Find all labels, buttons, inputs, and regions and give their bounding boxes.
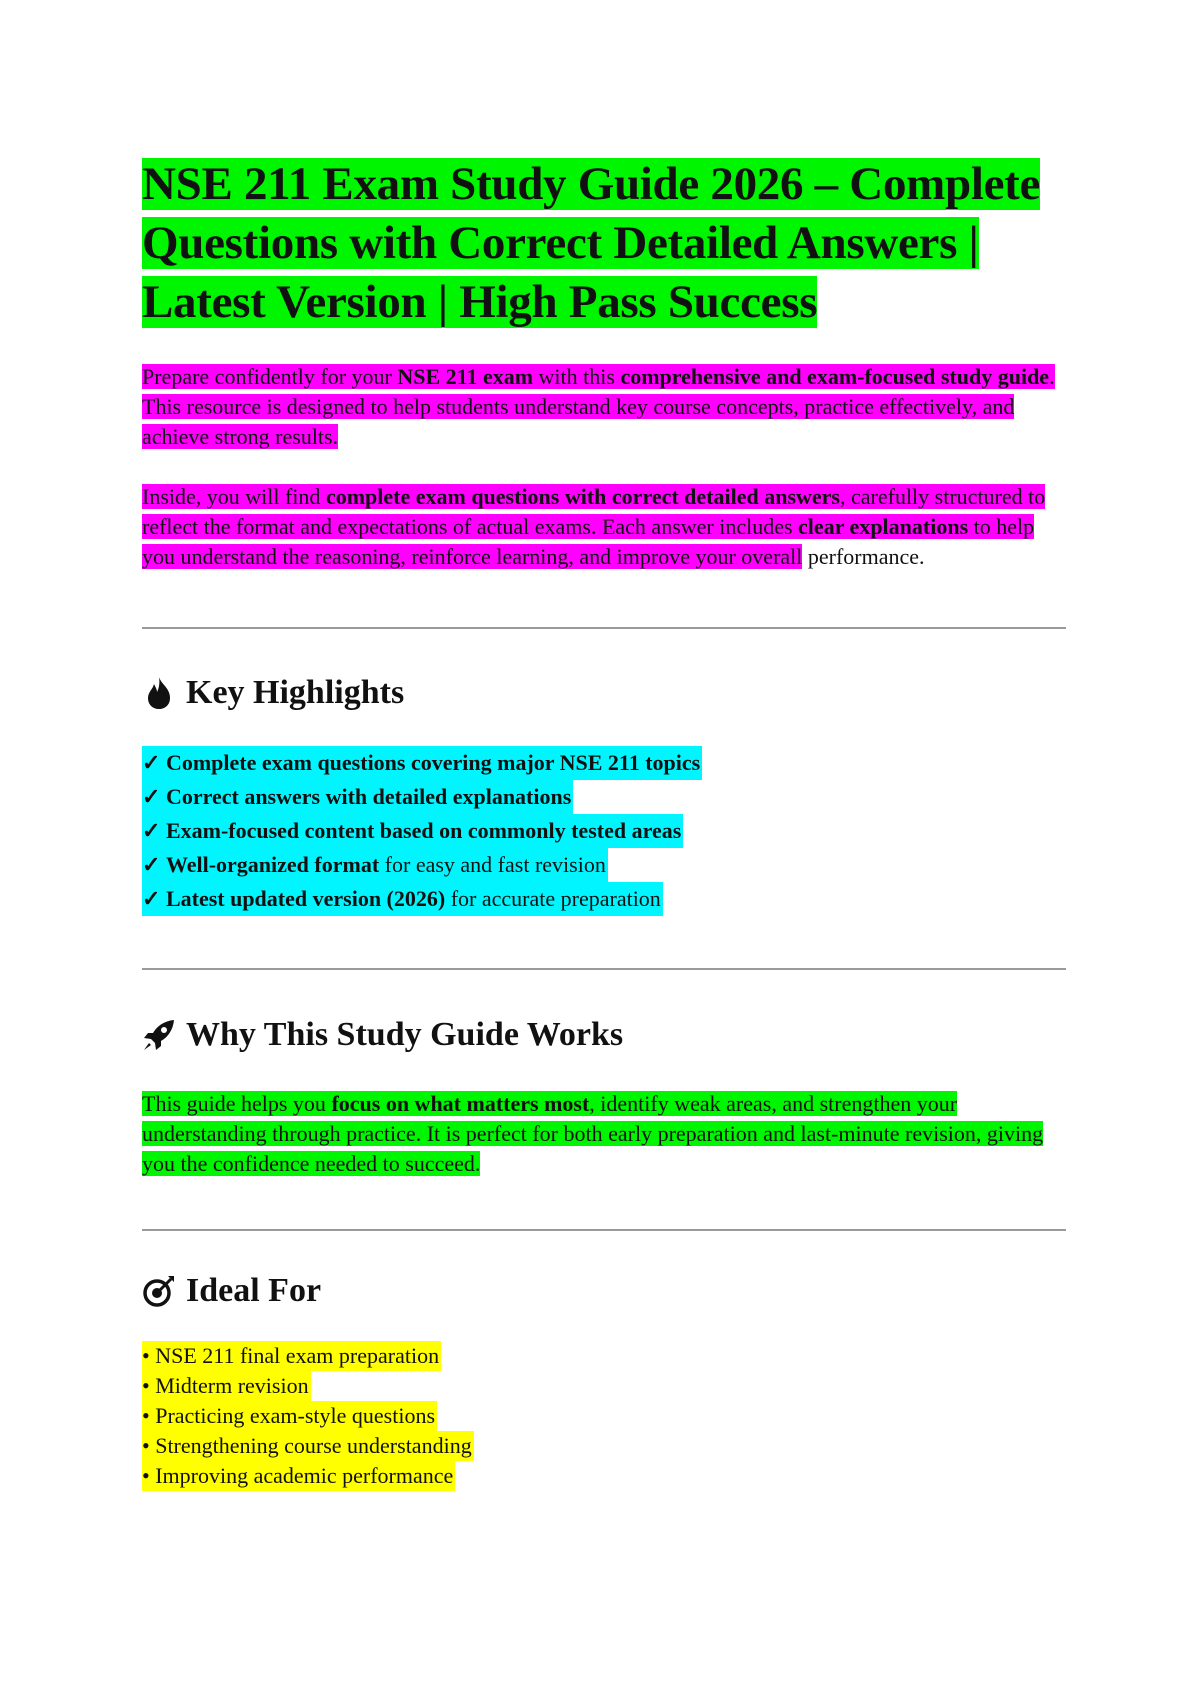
intro-paragraph-1	[142, 362, 1066, 452]
intro-1-bold-a: NSE 211 exam	[397, 364, 534, 389]
check-mark: ✓	[142, 784, 161, 809]
key-highlights-heading	[142, 673, 1066, 713]
highlight-item-5	[142, 882, 663, 916]
list-item	[142, 1401, 1066, 1431]
intro-1-bold-b: comprehensive and exam-focused study guide	[620, 364, 1050, 389]
highlight-item-4	[142, 848, 608, 882]
why-title: Why This Study Guide Works	[186, 1016, 624, 1053]
ideal-item-4: • Strengthening course understanding	[142, 1431, 474, 1461]
list-item	[142, 848, 1066, 882]
section-divider	[142, 627, 1066, 629]
highlight-rest: for accurate preparation	[445, 886, 661, 911]
list-item	[142, 1371, 1066, 1401]
why-heading	[142, 1015, 1066, 1055]
check-mark: ✓	[142, 852, 161, 877]
list-item	[142, 1431, 1066, 1461]
page-title	[142, 155, 1066, 332]
key-highlights-title: Key Highlights	[186, 674, 405, 711]
intro-2-text-b: , carefully structured to reflect the format and expectations of actual exams. Each answer includes	[142, 484, 1046, 539]
list-item	[142, 1461, 1066, 1491]
intro-1-text-a: Prepare confidently for your	[142, 364, 398, 389]
highlight-item-3	[142, 814, 683, 848]
fire-icon	[142, 676, 176, 710]
list-item	[142, 814, 1066, 848]
why-highlight	[142, 1091, 1043, 1176]
ideal-for-heading	[142, 1271, 1066, 1311]
highlight-item-2	[142, 780, 573, 814]
section-divider	[142, 968, 1066, 970]
why-paragraph	[142, 1089, 1066, 1179]
highlight-bold: Complete exam questions covering major NSE 211 topics	[165, 750, 701, 775]
ideal-item-5: • Improving academic performance	[142, 1461, 455, 1491]
intro-paragraph-2	[142, 482, 1066, 572]
highlight-rest: for easy and fast revision	[379, 852, 606, 877]
ideal-item-2: • Midterm revision	[142, 1371, 311, 1401]
highlight-bold: Well-organized format	[165, 852, 380, 877]
section-divider	[142, 1229, 1066, 1231]
list-item	[142, 746, 1066, 780]
ideal-item-1: • NSE 211 final exam preparation	[142, 1341, 441, 1371]
check-mark: ✓	[142, 750, 161, 775]
check-mark: ✓	[142, 886, 161, 911]
list-item	[142, 1341, 1066, 1371]
highlight-bold: Exam-focused content based on commonly tested areas	[165, 818, 682, 843]
intro-2-text-a: Inside, you will find	[142, 484, 326, 509]
rocket-icon	[142, 1018, 176, 1052]
highlight-bold: Latest updated version (2026)	[165, 886, 446, 911]
intro-2-bold-a: complete exam questions with correct detailed answers	[325, 484, 840, 509]
title-text: NSE 211 Exam Study Guide 2026 – Complete Questions with Correct Detailed Answers | Latest Version | High Pass Success	[142, 158, 1041, 328]
intro-1-text-b: with this	[533, 364, 621, 389]
why-bold: focus on what matters most	[331, 1091, 590, 1116]
highlights-list	[142, 746, 1066, 916]
intro-1-highlight	[142, 364, 1055, 449]
document-page	[142, 155, 1066, 1491]
ideal-item-3: • Practicing exam-style questions	[142, 1401, 437, 1431]
intro-2-bold-b: clear explanations	[798, 514, 969, 539]
why-text-a: This guide helps you	[142, 1091, 332, 1116]
intro-2-text-c: to help you understand the reasoning, reinforce learning, and improve your overall	[142, 514, 1035, 569]
ideal-title: Ideal For	[186, 1272, 322, 1309]
highlight-bold: Correct answers with detailed explanations	[165, 784, 572, 809]
target-icon	[142, 1274, 176, 1308]
highlight-item-1	[142, 746, 702, 780]
check-mark: ✓	[142, 818, 161, 843]
intro-2-text-d: performance.	[802, 544, 925, 569]
list-item	[142, 780, 1066, 814]
intro-1-text-c: . This resource is designed to help students understand key course concepts, practice effectively, and achieve strong results.	[142, 364, 1055, 449]
list-item	[142, 882, 1066, 916]
ideal-list	[142, 1341, 1066, 1491]
why-text-b: , identify weak areas, and strengthen your understanding through practice. It is perfect for both early preparation and last-minute revision, giving you the confidence needed to succeed.	[142, 1091, 1044, 1176]
